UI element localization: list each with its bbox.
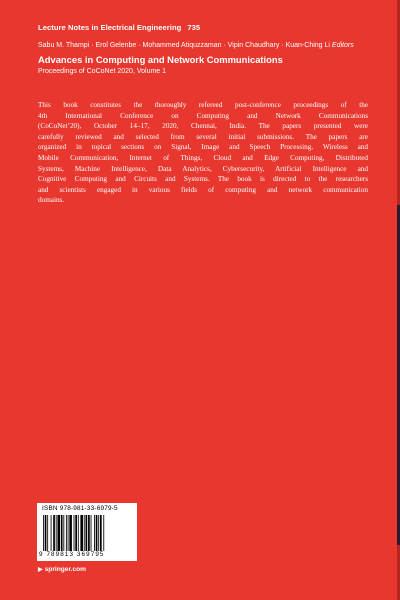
barcode-bar: [68, 515, 69, 551]
barcode-bar: [56, 515, 57, 551]
barcode-digits: 9 789813 369795: [39, 551, 105, 558]
description-line: domains.: [38, 196, 65, 205]
isbn-barcode: [37, 503, 137, 561]
editor-names: Sabu M. Thampi · Erol Gelenbe · Mohammed Atiquzzaman · Vipin Chaudhary · Kuan-Ching Li: [38, 42, 330, 49]
description-line: (CoCoNet’20), October 14–17, 2020, Chennai, India. The papers presented were: [38, 122, 368, 131]
barcode-bar: [84, 515, 85, 551]
publisher-url: springer.com: [44, 566, 87, 573]
description-line: Mobile Communication, Internet of Things, Cloud and Edge Computing, Distributed: [38, 153, 368, 162]
barcode-bar: [91, 515, 92, 551]
book-title: Advances in Computing and Network Communications: [38, 54, 283, 65]
barcode-bar: [57, 515, 60, 551]
barcode-bar: [88, 515, 90, 551]
barcode-bar: [80, 515, 83, 551]
barcode-bar: [69, 515, 72, 551]
barcode-bar: [98, 515, 99, 551]
barcode-bar: [51, 515, 52, 551]
description-line: This book constitutes the thoroughly refereed post-conference proceedings of the: [38, 101, 368, 109]
series-name: Lecture Notes in Electrical Engineering: [38, 23, 182, 32]
isbn-label: ISBN 978-981-33-6979-5: [42, 505, 118, 512]
barcode-bar: [100, 515, 102, 551]
barcode-bar: [53, 515, 55, 551]
barcode-bar: [74, 515, 75, 551]
barcode-bar: [75, 515, 77, 551]
description-line: Cognitive Computing and Circuits and Systems. The book is directed to the researchers: [38, 175, 368, 184]
barcode-bar: [45, 515, 47, 551]
triangle-right-icon: ▶: [38, 567, 43, 573]
publisher-link[interactable]: [38, 566, 86, 573]
barcode-bar: [86, 515, 88, 551]
description-line: carefully reviewed and selected from several initial submissions. The papers are: [38, 132, 368, 141]
series-volume-number: 735: [187, 23, 201, 32]
description-line: organized in topical sections on Signal, Image and Speech Processing, Wireless and: [38, 143, 368, 152]
barcode-bar: [61, 515, 63, 551]
barcode-bar: [63, 515, 64, 551]
barcode-bar: [43, 515, 44, 551]
barcode-bar: [96, 515, 98, 551]
barcode-bars: [43, 515, 131, 551]
book-subtitle: Proceedings of CoCoNet 2020, Volume 1: [38, 68, 167, 75]
editors-role: Editors: [331, 42, 354, 49]
barcode-bar: [78, 515, 79, 551]
barcode-bar: [66, 515, 67, 551]
series-heading: [38, 23, 200, 32]
description-line: 4th International Conference on Computing and Network Communications: [38, 111, 368, 120]
barcode-bar: [103, 515, 104, 551]
editors-line: [38, 42, 354, 49]
description-line: Systems, Machine Intelligence, Data Analytics, Cybersecurity, Artificial Intelligence and: [38, 164, 368, 173]
book-description: [38, 100, 368, 206]
description-line: and scientists engaged in various fields of computing and network communication: [38, 185, 368, 194]
barcode-bar: [94, 515, 95, 551]
barcode-bar: [47, 515, 48, 551]
